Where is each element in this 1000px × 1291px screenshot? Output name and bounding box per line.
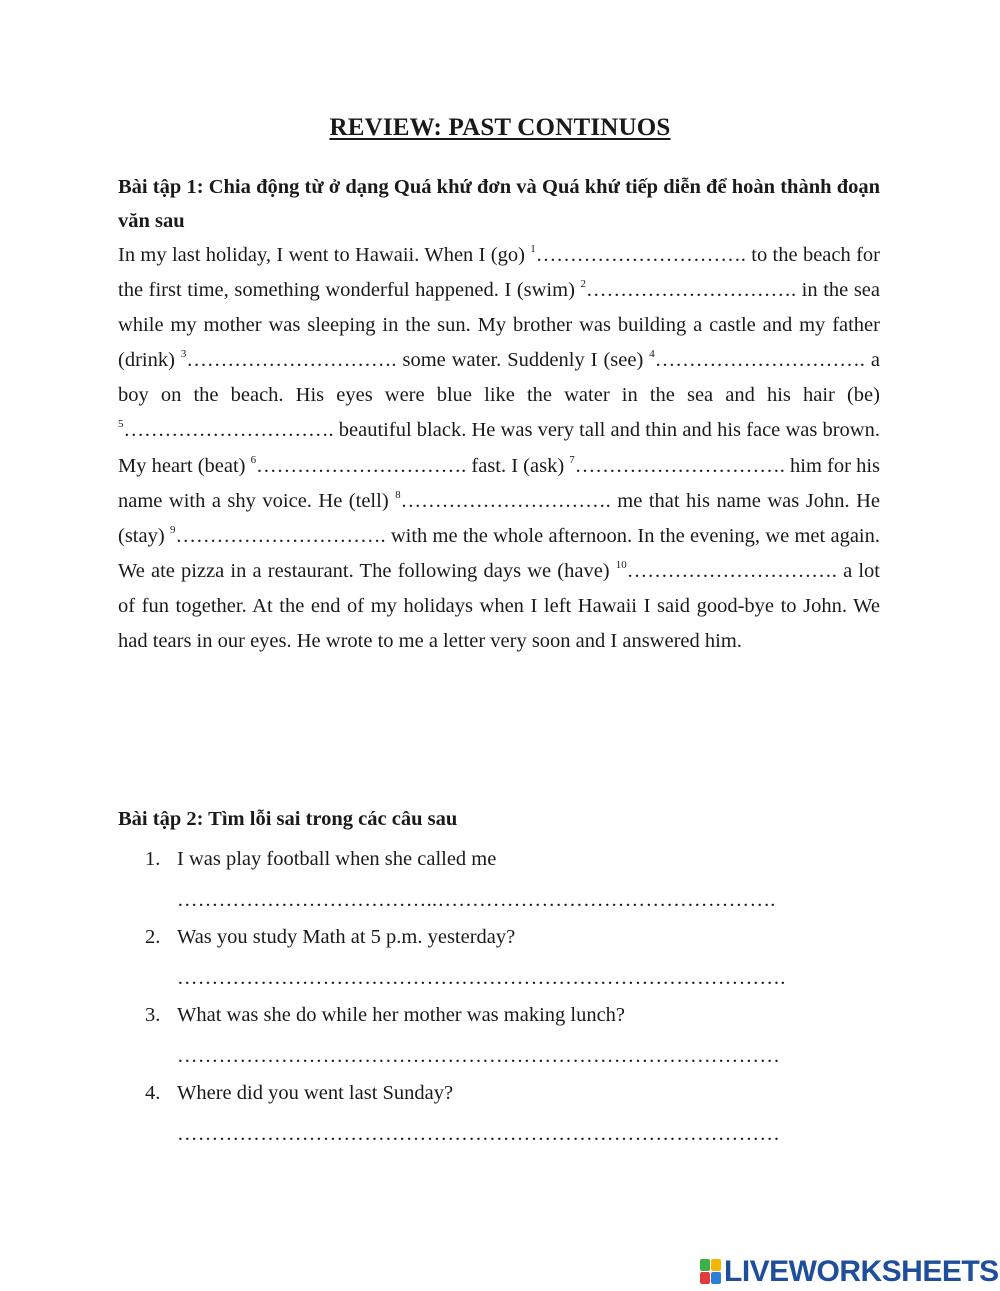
answer-line[interactable]: …………………………………………………………………………… — [177, 1123, 781, 1145]
passage-text: a lot of fun together. At the end of my holidays when I left Hawaii I said good-bye to John. We had tears in our eyes. He wrote to me a letter very soon and I answered him. — [118, 559, 880, 653]
answer-blank[interactable]: …………………………. — [123, 419, 334, 442]
passage-text: a boy on the beach. His eyes were blue like the water in the sea and his hair (be) — [118, 349, 880, 407]
logo-text: LIVEWORKSHEETS — [724, 1255, 999, 1288]
answer-blank[interactable]: …………………………. — [585, 279, 797, 302]
question-text: Where did you went last Sunday? — [177, 1082, 454, 1104]
question-text: What was she do while her mother was making lunch? — [177, 1004, 626, 1026]
answer-line[interactable]: …………………………………………………………………………… — [177, 1045, 781, 1067]
question-number: 4. — [145, 1082, 161, 1104]
question-number: 3. — [145, 1004, 161, 1026]
blank-number: 3 — [180, 348, 187, 361]
passage-text: beautiful black. He was very tall and thin and his face was brown. My heart (beat) — [118, 419, 880, 477]
question-list — [145, 842, 865, 1154]
passage-text: to the beach for the first time, something wonderful happened. I (swim) — [118, 244, 880, 302]
question-text: I was play football when she called me — [177, 848, 497, 870]
exercise-1-passage — [118, 238, 880, 659]
answer-blank[interactable]: …………………………. — [574, 454, 785, 477]
blank-number: 4 — [649, 348, 655, 361]
blank-number: 8 — [395, 488, 401, 501]
blank-number: 7 — [569, 453, 575, 466]
answer-blank[interactable]: …………………………. — [400, 489, 611, 512]
exercise-2-heading: Bài tập 2: Tìm lỗi sai trong các câu sau — [118, 808, 458, 830]
question-text: Was you study Math at 5 p.m. yesterday? — [177, 926, 516, 948]
passage-text: some water. Suddenly I (see) — [396, 349, 650, 372]
blank-number: 5 — [118, 418, 124, 431]
blank-number: 2 — [580, 278, 586, 291]
logo-square-blue — [711, 1272, 721, 1284]
liveworksheets-logo[interactable] — [700, 1255, 999, 1289]
question-item — [145, 998, 865, 1076]
liveworksheets-logo-icon — [700, 1259, 722, 1285]
logo-square-red — [700, 1272, 710, 1284]
question-number: 1. — [145, 848, 161, 870]
answer-blank[interactable]: …………………………. — [256, 454, 467, 477]
answer-blank[interactable]: …………………………. — [626, 559, 837, 582]
logo-square-green — [700, 1259, 710, 1271]
passage-text: fast. I (ask) — [466, 454, 570, 477]
answer-blank[interactable]: …………………………. — [654, 349, 865, 372]
blank-number: 9 — [169, 523, 176, 536]
blank-number: 1 — [530, 243, 536, 256]
passage-text: me that his name was John. He (stay) — [118, 489, 880, 547]
passage-text: in the sea while my mother was sleeping in the sun. My brother was building a castle and my father (drink) — [118, 279, 881, 372]
passage-text: him for his name with a shy voice. He (tell) — [118, 454, 880, 512]
question-item — [145, 920, 865, 998]
question-item — [145, 1076, 865, 1154]
passage-text: with me the whole afternoon. In the evening, we met again. We ate pizza in a restaurant. The following days we (have) — [118, 524, 880, 582]
answer-blank[interactable]: …………………………. — [186, 349, 397, 372]
question-item — [145, 842, 865, 920]
answer-line[interactable]: ……………………………………………………………………………. — [177, 967, 786, 989]
answer-line[interactable]: ………………………………..…………………………………………. — [177, 889, 776, 911]
answer-blank[interactable]: …………………………. — [535, 244, 746, 266]
blank-number: 10 — [615, 559, 627, 572]
blank-number: 6 — [250, 453, 257, 466]
answer-blank[interactable]: …………………………. — [175, 524, 386, 547]
exercise-1-heading: Bài tập 1: Chia động từ ở dạng Quá khứ đơn và Quá khứ tiếp diễn để hoàn thành đoạn văn sau — [118, 176, 880, 232]
question-number: 2. — [145, 926, 161, 948]
logo-square-yellow — [711, 1259, 721, 1271]
passage-text: In my last holiday, I went to Hawaii. When I (go) — [118, 244, 531, 266]
page-title: REVIEW: PAST CONTINUOS — [329, 114, 671, 141]
